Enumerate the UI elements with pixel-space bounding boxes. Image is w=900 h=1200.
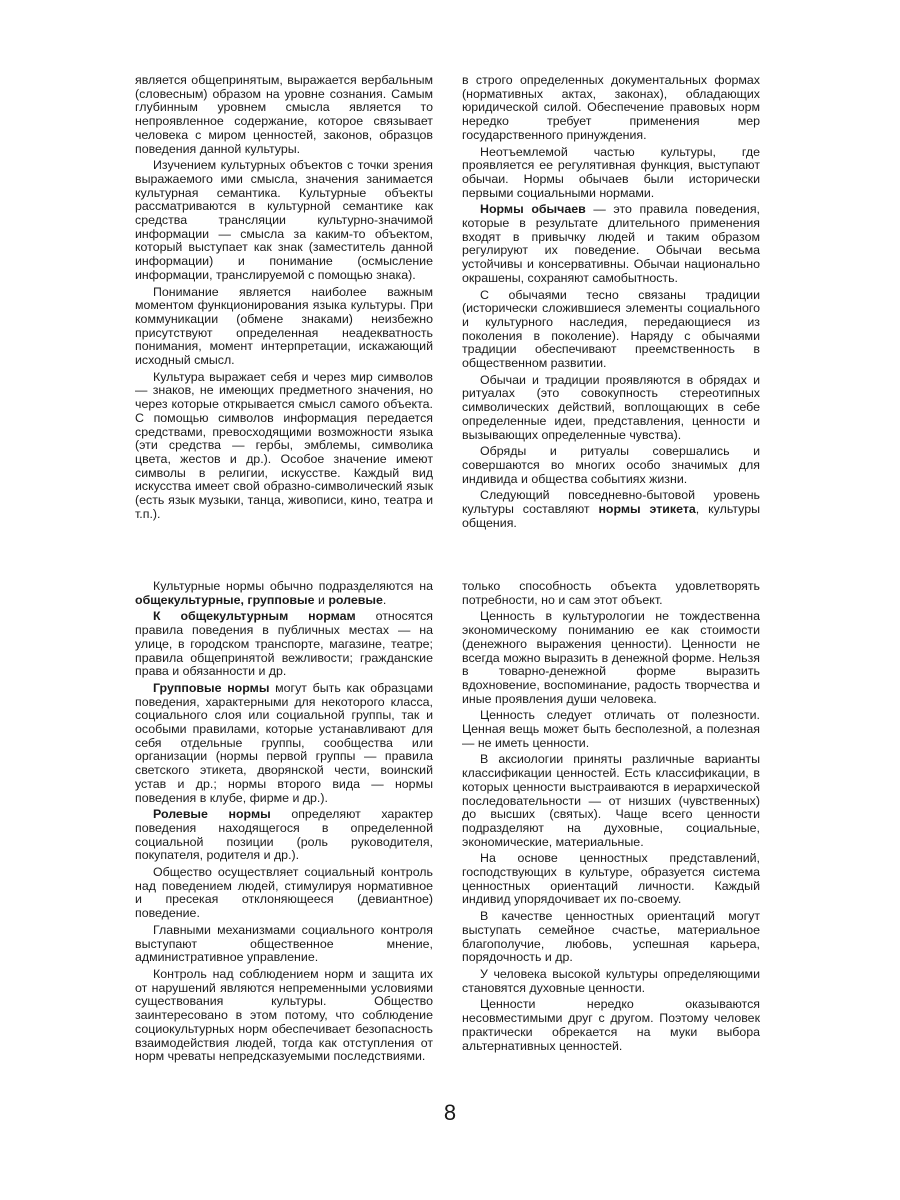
paragraph: Общество осуществляет социальный контроль над поведением людей, стимулируя нормативное и пресекая отклоняющееся (девиантное) поведение. (135, 865, 433, 921)
paragraph (135, 682, 433, 805)
paragraph: В качестве ценностных ориентаций могут выступать семейное счастье, материальное благополучие, любовь, успешная карьера, порядочность и др. (462, 909, 760, 965)
paragraph-text: и (314, 592, 329, 607)
page-number: 8 (443, 1100, 457, 1125)
term-bold: К общекультурным нормам (153, 609, 356, 624)
paragraph-text: Культурные нормы обычно подразделяются на (153, 579, 433, 593)
paragraph (135, 580, 433, 607)
paragraph-text: . (382, 592, 387, 607)
paragraph (462, 203, 760, 285)
term-bold: Групповые нормы (153, 680, 270, 695)
paragraph: Главными механизмами социального контроля выступают общественное мнение, административное управление. (135, 922, 433, 965)
paragraph-text: — это правила поведения, которые в результате длительного применения входят в привычку людей и таким образом регулируют их поведение. Обычаи весьма устойчивы и консервативны. Обычаи национально окрашены, сохраняют самобытность. (462, 202, 760, 285)
paragraph: Изучением культурных объектов с точки зрения выражаемого ими смысла, значения занимается культурная семантика. Культурные объекты рассматриваются в культурной семантике как средства трансляции культурно-значимой информации — смысла за каким-то объектом, который выступает как знак (заместитель данной информации) и понимание (осмысление информации, транслируемой с помощью знака). (135, 158, 433, 282)
paragraph: Культура выражает себя и через мир символов — знаков, не имеющих предметного значения, но через которые открывается смысл самого объекта. С помощью символов информация передается средствами, превосходящими возможности языка (эти средства — гербы, эмблемы, символика цвета, жестов и др.). Особое значение имеют символы в религии, искусстве. Каждый вид искусства имеет свой образно-символический язык (есть язык музыки, танца, живописи, кино, театра и т.п.). (135, 369, 433, 521)
paragraph-text: Следующий повседневно-бытовой уровень культуры составляют (462, 488, 760, 517)
paragraph-text: относятся правила поведения в публичных местах — на улице, в городском транспорте, магазине, театре; правила общепринятой вежливости; гражданские права и обязанности и др. (135, 609, 433, 679)
term-bold: нормы этикета (598, 502, 696, 517)
text-column-top-left (135, 74, 433, 522)
paragraph: в строго определенных документальных формах (нормативных актах, законах), обладающих юридической силой. Обеспечение правовых норм нередко требует применения мер государственного принуждения. (462, 73, 760, 142)
paragraph: У человека высокой культуры определяющими становятся духовные ценности. (462, 966, 760, 995)
paragraph: Обычаи и традиции проявляются в обрядах и ритуалах (это совокупность стереотипных символических действий, воплощающих в себе определенные идеи, представления, ценности и вызывающих определенные чувства). (462, 372, 760, 442)
paragraph-text: определяют характер поведения находящегося в определенной социальной позиции (роль руководителя, покупателя, родителя и др.). (135, 807, 433, 863)
term-bold: общекультурные, групповые (135, 592, 315, 607)
text-column-bottom-left (135, 580, 433, 1064)
paragraph: Обряды и ритуалы совершались и совершаются во многих особо значимых для индивида и общества событиях жизни. (462, 444, 760, 486)
paragraph: только способность объекта удовлетворять потребности, но и сам этот объект. (462, 579, 760, 607)
paragraph: На основе ценностных представлений, господствующих в культуре, образуется система ценностных ориентаций личности. Каждый индивид упорядочивает их по-своему. (462, 851, 760, 907)
paragraph (135, 808, 433, 863)
paragraph (462, 489, 760, 530)
paragraph-text: , культуры общения. (462, 502, 760, 530)
paragraph: Неотъемлемой частью культуры, где проявляется ее регулятивная функция, выступают обычаи. Нормы обычаев были исторически первыми социальными нормами. (462, 144, 760, 200)
paragraph: Ценности нередко оказываются несовместимыми друг с другом. Поэтому человек практически обрекается на муки выбора альтернативных ценностей. (462, 997, 760, 1053)
text-column-bottom-right (462, 580, 760, 1053)
paragraph (135, 610, 433, 679)
paragraph: является общепринятым, выражается вербальным (словесным) образом на уровне сознания. Самым глубинным уровнем смысла является то непроявленное содержание, которое связывает человека с миром ценностей, законов, образцов поведения данной культуры. (135, 73, 433, 156)
term-bold: Ролевые нормы (153, 807, 271, 822)
paragraph-text: могут быть как образцами поведения, характерными для некоторого класса, социального слоя или социальной группы, так и особыми правилами, которые устанавливают для себя отдельные группы, сообщества или организации (нормы первой группы — правила светского этикета, дворянской чести, воинский устав и др.; нормы второго вида — нормы поведения в клубе, фирме и др.). (135, 680, 434, 805)
term-bold: ролевые (328, 592, 383, 607)
term-bold: Нормы обычаев (480, 202, 586, 217)
paragraph: Понимание является наиболее важным моментом функционирования языка культуры. При коммуникации (обмене знаками) неизбежно присутствуют определенная неадекватность понимания, момент интерпретации, искажающий исходный смысл. (135, 284, 433, 368)
text-column-top-right (462, 74, 760, 531)
paragraph: В аксиологии приняты различные варианты классификации ценностей. Есть классификации, в которых ценности выстраиваются в иерархической последовательности — от низших (чувственных) до высших (святых). Чаще всего ценности подразделяют на духовные, социальные, экономические, материальные. (462, 752, 760, 849)
paragraph: Контроль над соблюдением норм и защита их от нарушений являются непременными условиями существования культуры. Общество заинтересовано в этом потому, что соблюдение социокультурных норм обеспечивает безопасность взаимодействия людей, тогда как отступления от норм чреваты непредсказуемыми последствиями. (135, 966, 433, 1064)
paragraph: Ценность следует отличать от полезности. Ценная вещь может быть бесполезной, а полезная — не иметь ценности. (462, 708, 760, 750)
paragraph: С обычаями тесно связаны традиции (исторически сложившиеся элементы социального и культурного наследия, передающиеся из поколения в поколение). Наряду с обычаями традиции обеспечивают преемственность в общественном развитии. (462, 287, 760, 371)
paragraph: Ценность в культурологии не тождественна экономическому пониманию ее как стоимости (денежного выражения ценности). Ценности не всегда можно выразить в денежной форме. Нельзя в товарно-денежной форме выразить вдохновение, воспоминание, радость творчества и иные проявления души человека. (462, 609, 760, 706)
